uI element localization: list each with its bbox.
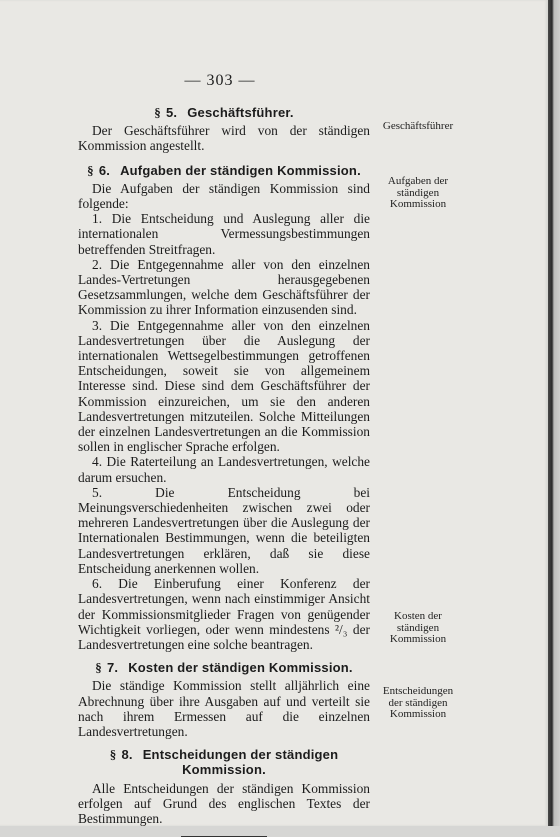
section-number: 5. [165,105,178,120]
paragraph: 3. Die Entgegennahme aller von den einzelnen Landesvertretungen über die Auslegung der internationalen Wettsegelbestimmungen getroffenen Entscheidungen, soweit sie von allgemeinem Interesse sind. Diese sind dem Geschäftsführer der Kommission einzureichen, um sie den anderen Landesvertretungen mitzuteilen. Solche Mitteilungen der einzelnen Landesvertretungen an die Kommission sollen in englischer Sprache erfolgen. [78,317,370,455]
paragraph: Die Aufgaben der ständigen Kommission sind folgende: [78,180,370,212]
section-number: 7. [106,660,119,676]
page-edge [548,0,560,826]
section-symbol: § [154,105,161,120]
section-title: Kosten der ständigen Kommission. [128,660,353,676]
paragraph: 2. Die Entgegennahme aller von den einzelnen Landes-Vertretungen herausgegebenen Gesetzsammlungen, welche dem Geschäftsführer der Kommission zu ihrer Information einzusenden sind. [78,256,370,318]
page-number: — 303 — [184,72,256,89]
paragraph: Die ständige Kommission stellt alljährlich eine Abrechnung über ihre Ausgaben auf und verteilt sie nach ihrem Ermessen auf die einzelnen Landesvertretungen. [78,678,370,739]
section-number: 6. [98,162,111,178]
paragraph: 6. Die Einberufung einer Konferenz der Landesvertretungen, wenn nach einstimmiger Ansicht der Kommissionsmitglieder Fragen von genügender Wichtigkeit vorliegen, oder wenn mindestens ²/₃ der Landesvertretungen eine solche beantragen. [78,576,370,652]
paragraph: 5. Die Entscheidung bei Meinungsverschiedenheiten zwischen zwei oder mehreren Landesvertretungen über die Auslegung der Internationalen Bestimmungen, wenn die beteiligten Landesvertretungen erklären, daß sie diese Entscheidung anerkennen wollen. [78,484,370,576]
section-heading-8 [78,747,370,777]
margin-note-aufgaben: Aufgaben der ständigen Kommission [387,175,449,210]
body-text [78,98,370,837]
margin-note-geschaeftsfuehrer: Geschäftsführer [382,120,454,132]
section-symbol: § [95,660,102,676]
section-title: Geschäftsführer. [187,105,294,120]
paragraph: 4. Die Raterteilung an Landesvertretungen, welche darum ersuchen. [78,454,370,485]
section-title: Aufgaben der ständigen Kommission. [120,162,361,178]
section-heading-6 [78,163,370,178]
section-number: 8. [121,747,133,763]
paragraph: Der Geschäftsführer wird von der ständigen Kommission angestellt. [78,123,370,154]
section-heading-5 [78,105,370,120]
margin-note-entscheidungen: Entscheidungen der ständigen Kommission [382,685,454,720]
margin-note-kosten: Kosten der ständigen Kommission [389,610,447,645]
section-symbol: § [87,162,94,178]
paragraph: Alle Entscheidungen der ständigen Kommission erfolgen auf Grund des englischen Textes der Bestimmungen. [78,780,370,826]
section-title: Entscheidungen der ständigen Kommission. [142,747,339,778]
section-heading-7 [78,660,370,675]
paragraph: 1. Die Entscheidung und Auslegung aller die internationalen Vermessungsbestimmungen betreffenden Streitfragen. [78,211,370,257]
section-symbol: § [109,747,117,763]
